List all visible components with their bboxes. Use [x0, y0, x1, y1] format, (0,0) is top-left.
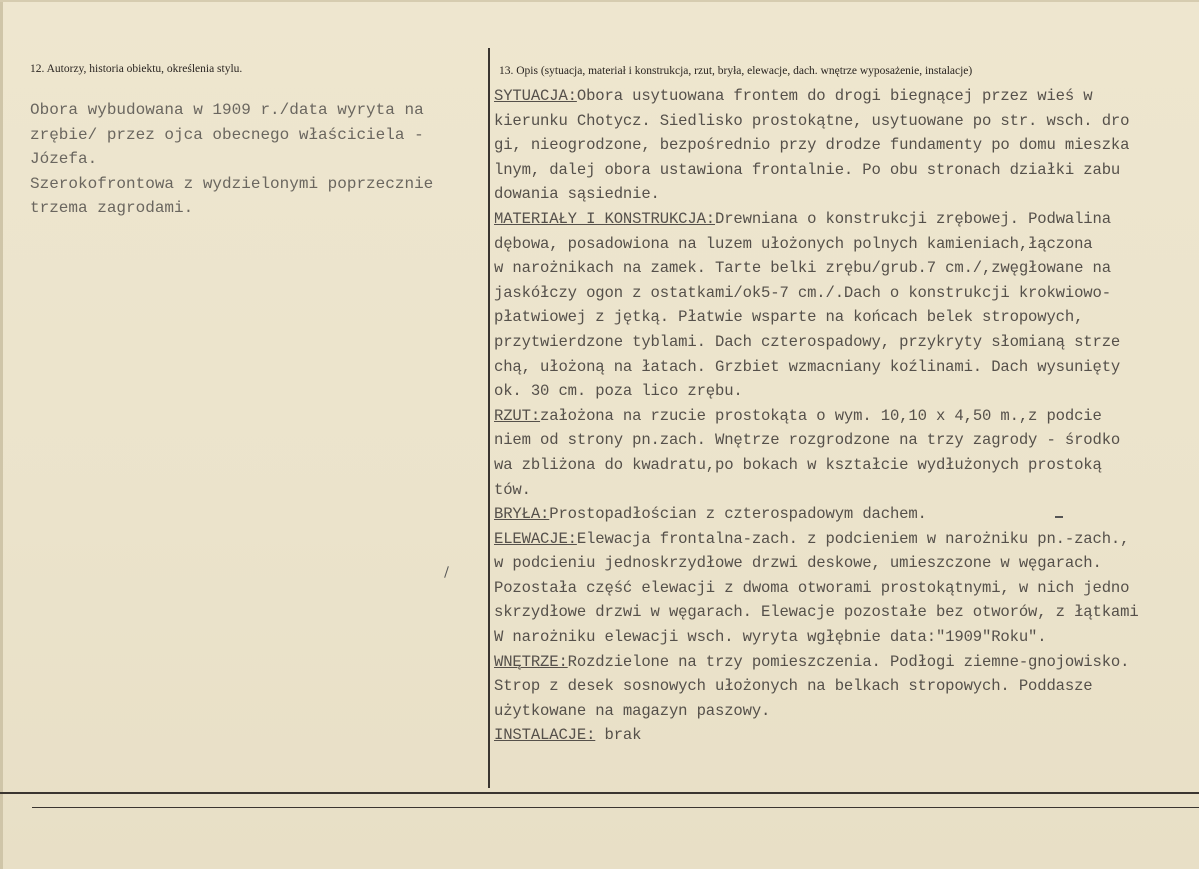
description-line	[494, 109, 1139, 134]
description-line	[494, 502, 1139, 527]
description-line	[494, 256, 1139, 281]
description-body: Obora usytuowana frontem do drogi biegnącej przez wieś w	[576, 87, 1093, 105]
description-body: gi, nieogrodzone, bezpośrednio przy drodze fundamenty po domu mieszka	[494, 136, 1130, 155]
description-body: wa zbliżona do kwadratu,po bokach w kształcie wydłużonych prostoką	[494, 455, 1102, 474]
description-text	[494, 84, 1139, 748]
description-body: w podcieniu jednoskrzydłowe drzwi deskowe, umieszczone w węgarach.	[494, 554, 1102, 573]
description-body: dowania sąsiednie.	[494, 185, 660, 204]
description-body: w narożnikach na zamek. Tarte belki zrębu/grub.7 cm./,zwęgłowane na	[494, 259, 1111, 278]
description-line	[494, 723, 1139, 748]
description-line	[494, 182, 1139, 207]
description-body: niem od strony pn.zach. Wnętrze rozgrodzone na trzy zagrody - środko	[494, 431, 1121, 450]
description-line	[494, 84, 1139, 109]
history-line: zrębie/ przez ojca obecnego właściciela -	[30, 125, 424, 144]
description-body: Elewacja frontalna-zach. z podcieniem w narożniku pn.-zach.,	[576, 529, 1130, 548]
description-body: jaskółczy ogon z ostatkami/ok5-7 cm./.Dach o konstrukcji krokwiowo-	[494, 283, 1111, 302]
description-line	[494, 207, 1139, 232]
section-heading: BRYŁA:	[494, 505, 550, 524]
description-body: Pozostała część elewacji z dwoma otworami prostokątnymi, w nich jedno	[494, 578, 1130, 597]
description-body: płatwiowej z jętką. Płatwie wsparte na końcach belek stropowych,	[494, 308, 1084, 327]
description-line	[494, 674, 1139, 699]
description-body: lnym, dalej obora ustawiona frontalnie. Po obu stronach działki zabu	[494, 160, 1121, 179]
description-line	[494, 428, 1139, 453]
description-line	[494, 404, 1139, 429]
column-divider	[488, 48, 490, 788]
description-body: dębowa, posadowiona na luzem ułożonych polnych kamieniach,łączona	[494, 234, 1093, 253]
bottom-rule	[0, 792, 1199, 794]
description-body: W narożniku elewacji wsch. wyryta wgłębnie data:"1909"Roku".	[494, 628, 1047, 647]
card-edge-left	[0, 0, 3, 869]
description-line	[494, 330, 1139, 355]
section-heading: INSTALACJE:	[494, 726, 596, 745]
description-body: założona na rzucie prostokąta o wym. 10,10 x 4,50 m.,z podcie	[540, 406, 1102, 425]
section-heading: ELEWACJE:	[494, 529, 577, 548]
description-line	[494, 527, 1139, 552]
description-line	[494, 650, 1139, 675]
description-line	[494, 158, 1139, 183]
description-body: Strop z desek sosnowych ułożonych na belkach stropowych. Poddasze	[494, 677, 1093, 696]
description-line	[494, 699, 1139, 724]
description-line	[494, 232, 1139, 257]
description-body: Rozdzielone na trzy pomieszczenia. Podłogi ziemne-gnojowisko.	[567, 652, 1130, 671]
history-line: Józefa.	[30, 150, 98, 169]
description-body: Prostopadłościan z czterospadowym dachem.	[549, 505, 927, 524]
description-line	[494, 453, 1139, 478]
history-line: trzema zagrodami.	[30, 199, 194, 218]
section-heading: SYTUACJA:	[494, 87, 577, 105]
description-line	[494, 305, 1139, 330]
description-line	[494, 281, 1139, 306]
description-body: przytwierdzone tyblami. Dach czterospadowy, przykryty słomianą strze	[494, 332, 1121, 351]
description-line	[494, 355, 1139, 380]
description-body: ok. 30 cm. poza lico zrębu.	[494, 382, 743, 401]
description-line	[494, 600, 1139, 625]
description-line	[494, 551, 1139, 576]
description-line	[494, 576, 1139, 601]
description-body: kierunku Chotycz. Siedlisko prostokątne, usytuowane po str. wsch. dro	[494, 111, 1130, 130]
description-body: brak	[595, 726, 642, 745]
description-body: skrzydłowe drzwi w węgarach. Elewacje pozostałe bez otworów, z łątkami	[494, 603, 1139, 622]
description-line	[494, 379, 1139, 404]
section-heading: RZUT:	[494, 406, 541, 425]
section-12-label: 12. Autorzy, historia obiektu, określenia stylu.	[30, 63, 243, 75]
bottom-rule-secondary	[32, 807, 1199, 808]
section-heading: MATERIAŁY I KONSTRUKCJA:	[494, 209, 715, 228]
history-line: Szerokofrontowa z wydzielonymi poprzecznie	[30, 174, 434, 193]
history-text	[30, 98, 433, 221]
section-13-label: 13. Opis (sytuacja, materiał i konstrukcja, rzut, bryła, elewacje, dach. wnętrze wyposażenie, instalacje)	[499, 65, 973, 77]
pen-mark	[444, 566, 449, 578]
section-heading: WNĘTRZE:	[494, 652, 568, 671]
description-line	[494, 478, 1139, 503]
description-body: użytkowane na magazyn paszowy.	[494, 701, 771, 720]
history-line: Obora wybudowana w 1909 r./data wyryta na	[30, 101, 424, 119]
pen-mark	[1055, 516, 1063, 518]
description-body: Drewniana o konstrukcji zrębowej. Podwalina	[715, 209, 1111, 228]
description-line	[494, 625, 1139, 650]
description-body: chą, ułożoną na łatach. Grzbiet wzmacniany koźlinami. Dach wysunięty	[494, 357, 1121, 376]
description-line	[494, 133, 1139, 158]
description-body: tów.	[494, 480, 531, 499]
card-edge-top	[0, 0, 1199, 2]
